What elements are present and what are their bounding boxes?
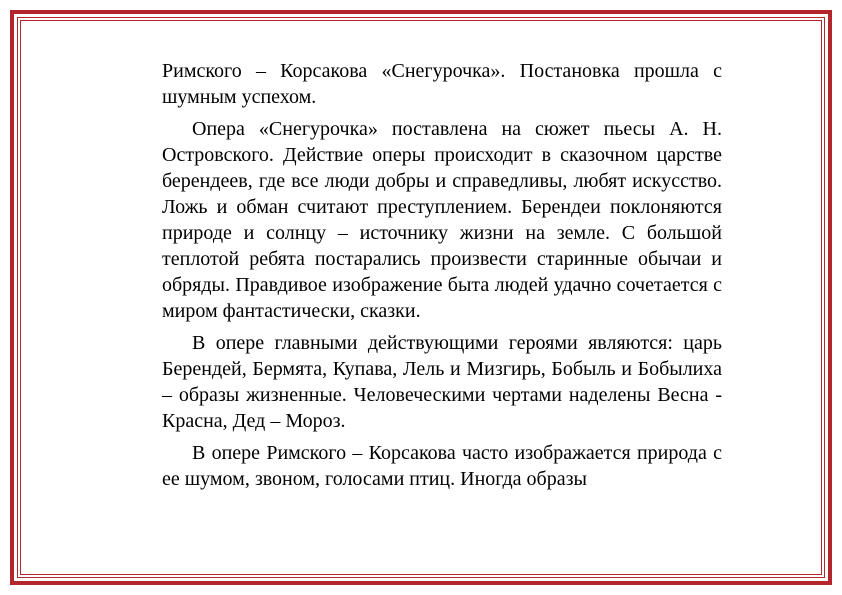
text-body xyxy=(162,58,722,498)
paragraph-continuation: Римского – Корсакова «Снегурочка». Постановка прошла с шумным успехом. xyxy=(162,60,722,108)
paragraph-opera-plot: Опера «Снегурочка» поставлена на сюжет пьесы А. Н. Островского. Действие оперы происходит в сказочном царстве берендеев, где все люди добры и справедливы, любят искусство. Ложь и обман считают преступлением. Берендеи поклоняются природе и солнцу – источнику жизни на земле. С большой теплотой ребята постарались произвести старинные обычаи и обряды. Правдивое изображение быта людей удачно сочетается с миром фантастически, сказки. xyxy=(162,118,722,322)
paragraph-nature: В опере Римского – Корсакова часто изображается природа с ее шумом, звоном, голосами птиц. Иногда образы xyxy=(162,442,722,490)
paragraph-main-characters: В опере главными действующими героями являются: царь Берендей, Бермята, Купава, Лель и Мизгирь, Бобыль и Бобылиха – образы жизненные. Человеческими чертами наделены Весна - Красна, Дед – Мороз. xyxy=(162,332,722,432)
